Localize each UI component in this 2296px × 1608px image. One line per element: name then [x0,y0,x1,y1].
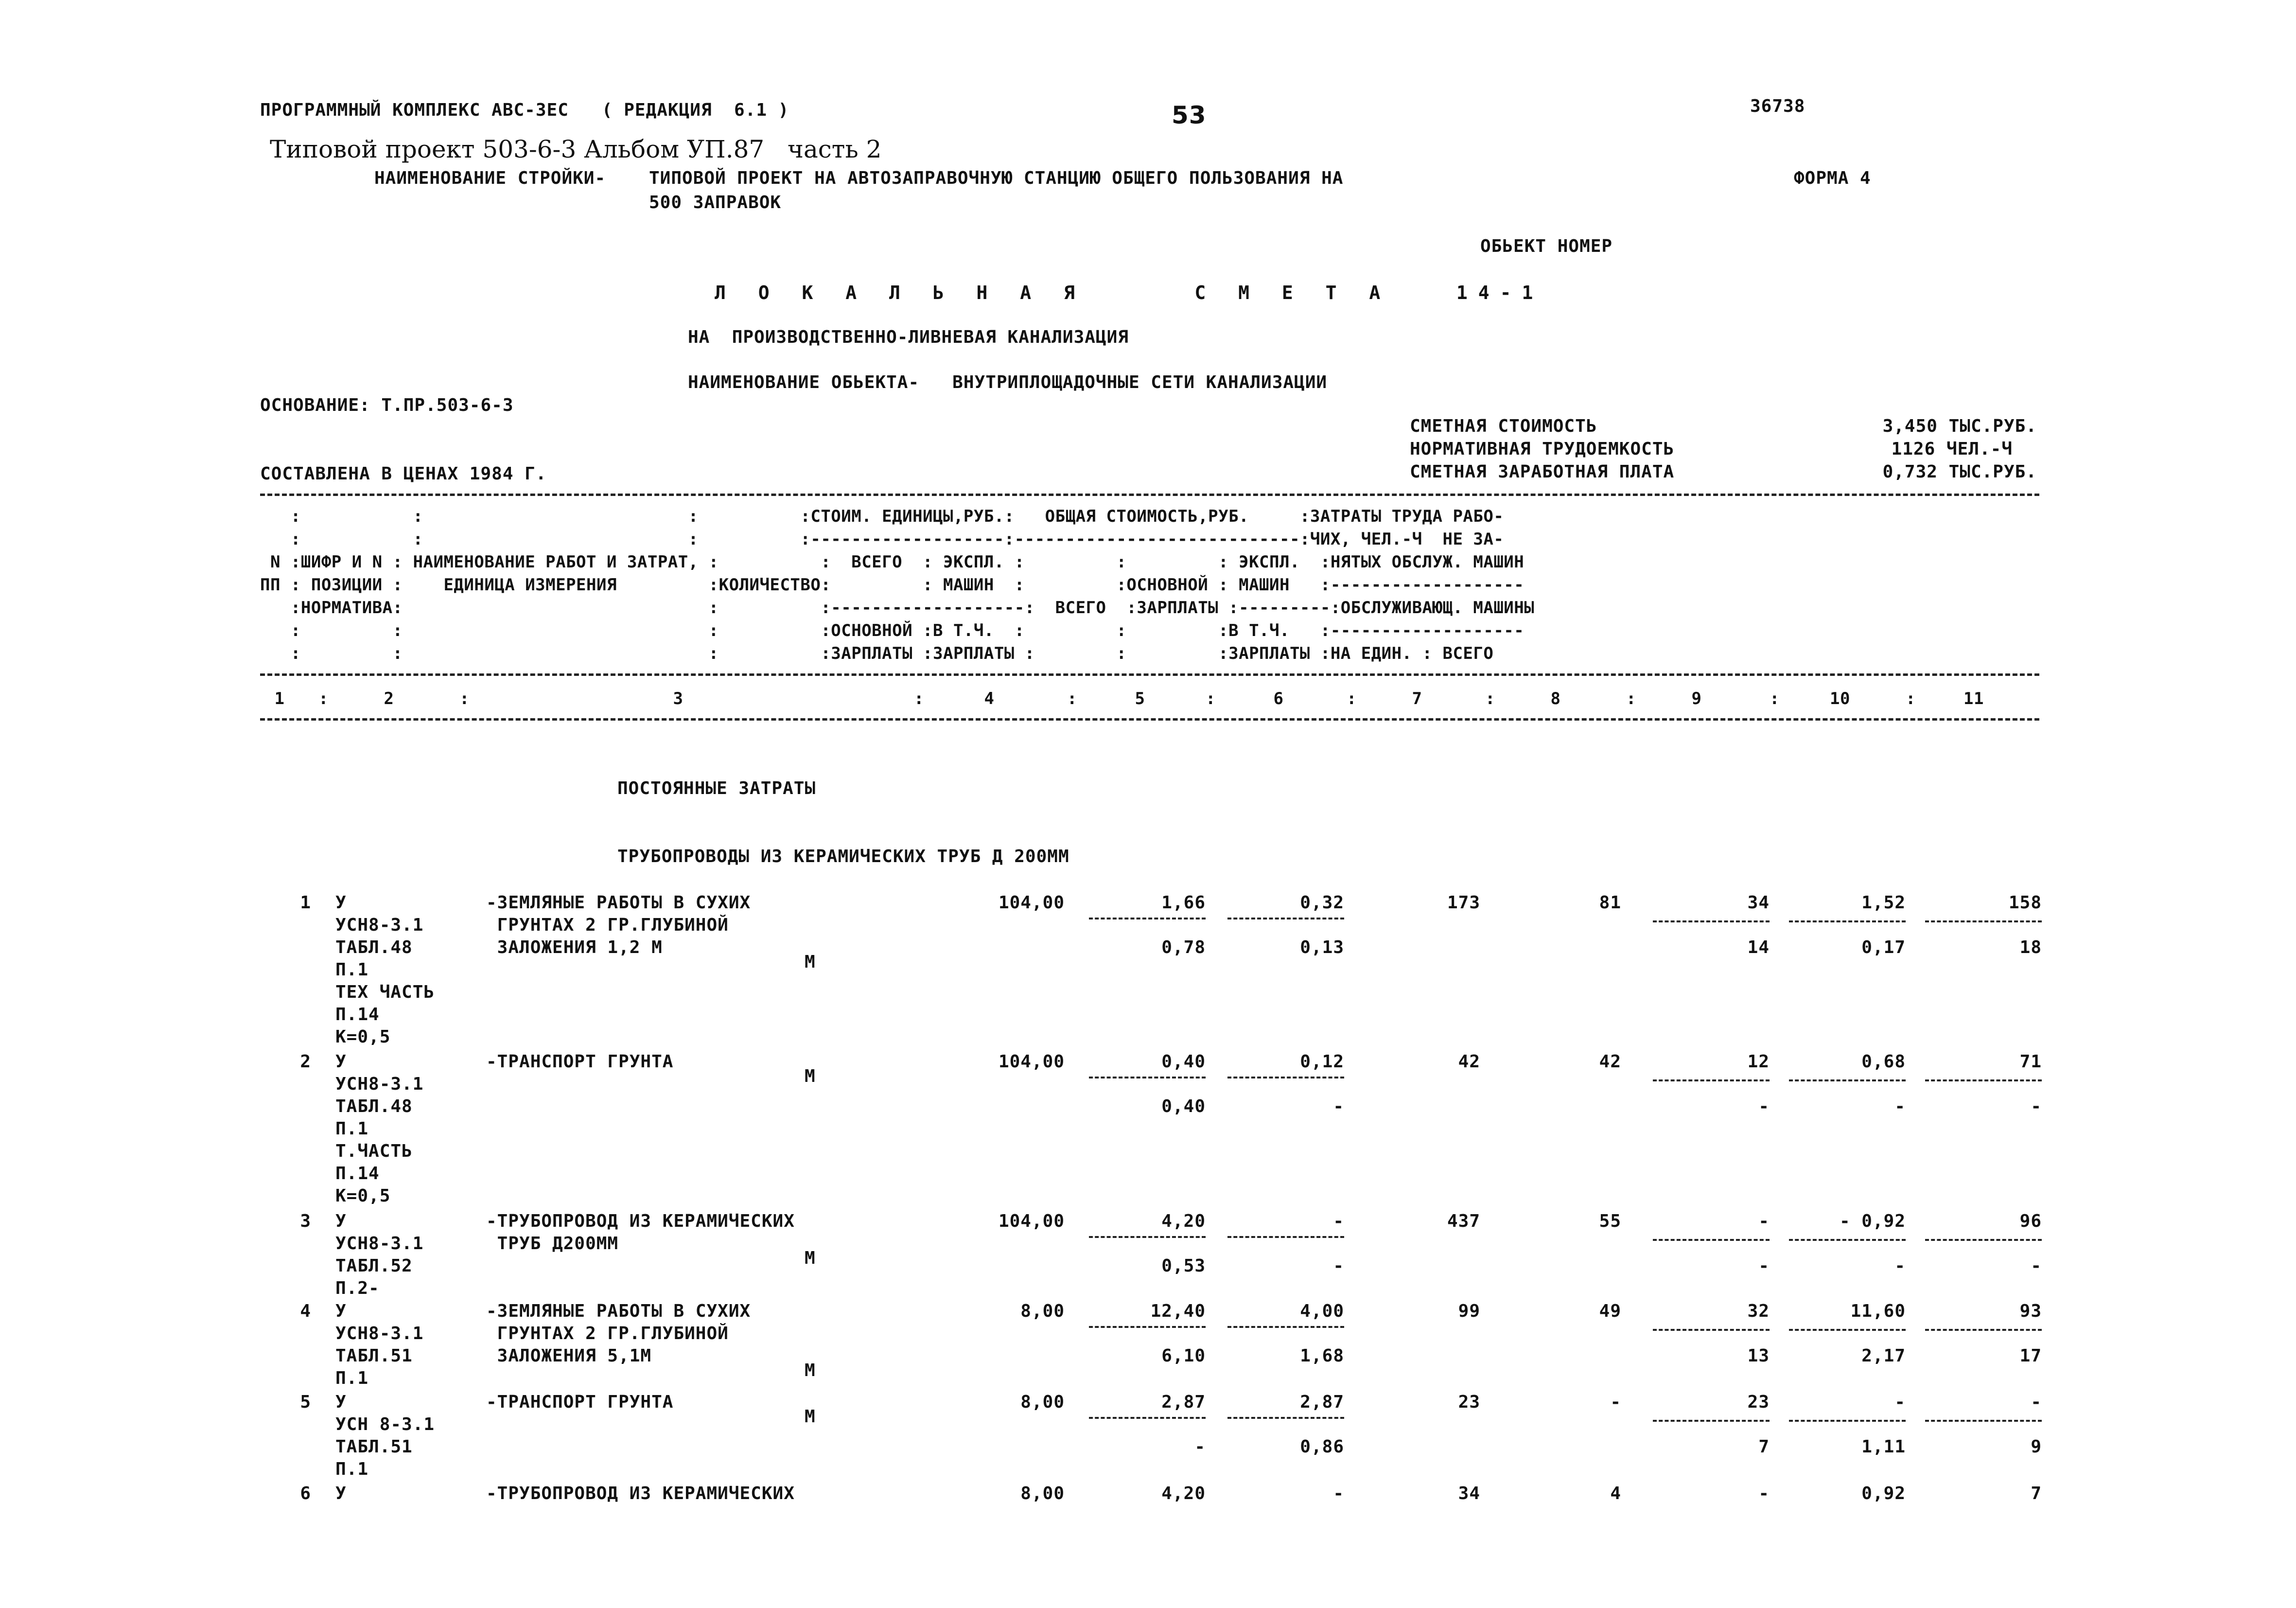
summary-value: 0,732 ТЫС.РУБ. [1882,462,2037,482]
page-number: 53 [1172,101,1207,129]
row-name-line: -ТРАНСПОРТ ГРУНТА [486,1392,674,1412]
row-total-wages: 55 [1599,1211,1621,1231]
row-code-line: П.1 [335,1119,369,1139]
row-code-line: П.2- [335,1278,380,1298]
row-unit-cost-total: 1,66 [1161,893,1206,913]
subtotal-divider [1653,1239,1770,1241]
row-code-line: УСН8-3.1 [335,1234,424,1254]
row-unit: М [805,1407,816,1427]
subtotal-divider [1789,920,1906,922]
table-header-line: N :ШИФР И N : НАИМЕНОВАНИЕ РАБОТ И ЗАТРАТ, : : ВСЕГО : ЭКСПЛ. : : : ЭКСПЛ. :НЯТЫХ ОБСЛУЖ. МАШИН [260,552,1525,572]
row-unit-machine-wages: - [1333,1256,1344,1276]
row-labor-machines-total: 9 [2031,1437,2042,1457]
row-code-line: УСН8-3.1 [335,1324,424,1343]
row-unit-machine-wages: 1,68 [1300,1346,1344,1366]
row-labor-total: 158 [2008,893,2042,913]
column-number: 11 [1963,689,1984,708]
row-total-machines: 12 [1747,1052,1770,1072]
row-number: 1 [300,893,311,913]
row-total-machines: 23 [1747,1392,1770,1412]
row-code-line: К=0,5 [335,1027,391,1047]
table-header-line: :НОРМАТИВА: : :-------------------: ВСЕГО :ЗАРПЛАТЫ :---------:ОБСЛУЖИВАЮЩ. МАШИНЫ [260,598,1535,618]
column-separator: : [1770,689,1780,708]
row-name-line: ГРУНТАХ 2 ГР.ГЛУБИНОЙ [486,1324,729,1343]
row-labor-total: 7 [2031,1484,2042,1503]
row-code-line: УСН8-3.1 [335,1074,424,1094]
row-code-line: У [335,893,347,913]
row-name-line: -ЗЕМЛЯНЫЕ РАБОТЫ В СУХИХ [486,1301,751,1321]
row-total-machine-wages: 13 [1747,1346,1770,1366]
row-total-cost: 23 [1458,1392,1480,1412]
subtotal-divider [1089,1236,1206,1238]
estimate-title: Л О К А Л Ь Н А Я С М Е Т А 14-1 [715,282,1544,303]
subtotal-divider [1925,920,2042,922]
row-labor-per-unit: 0,92 [1861,1484,1906,1503]
subtotal-divider [1089,1417,1206,1419]
row-total-wages: 81 [1599,893,1621,913]
row-total-machines: 34 [1747,893,1770,913]
summary-label: НОРМАТИВНАЯ ТРУДОЕМКОСТЬ [1410,439,1675,459]
column-number: 9 [1691,689,1702,708]
row-total-cost: 42 [1458,1052,1480,1072]
column-separator: : [1347,689,1357,708]
row-unit-cost-total: 4,20 [1161,1211,1206,1231]
row-total-machines: - [1758,1484,1770,1503]
row-code-line: У [335,1392,347,1412]
row-name-line: ГРУНТАХ 2 ГР.ГЛУБИНОЙ [486,915,729,935]
row-code-line: П.1 [335,960,369,980]
row-code-line: ТАБЛ.48 [335,1096,413,1116]
row-name-line: ТРУБ Д200ММ [486,1234,619,1254]
document-number: 36738 [1750,96,1805,116]
row-code-line: У [335,1052,347,1072]
row-total-cost: 99 [1458,1301,1480,1321]
table-header-line: : : : :ЗАРПЛАТЫ :ЗАРПЛАТЫ : : :ЗАРПЛАТЫ :НА ЕДИН. : ВСЕГО [260,644,1494,663]
row-unit-cost-machines: 0,32 [1300,893,1344,913]
summary-label: СМЕТНАЯ СТОИМОСТЬ [1410,416,1597,436]
table-rule [260,718,2039,721]
row-labor-machines-total: 18 [2019,937,2042,957]
row-labor-total: 96 [2019,1211,2042,1231]
subtotal-divider [1089,1077,1206,1078]
subtotal-divider [1653,1420,1770,1422]
construction-name-line2: 500 ЗАПРАВОК [649,193,782,212]
row-total-machines: 32 [1747,1301,1770,1321]
row-code-line: ТАБЛ.52 [335,1256,413,1276]
row-name-line: -ТРУБОПРОВОД ИЗ КЕРАМИЧЕСКИХ [486,1484,795,1503]
row-code-line: ТАБЛ.51 [335,1437,413,1457]
table-header-line: : : : :ОСНОВНОЙ :В Т.Ч. : : :В Т.Ч. :------------------- [260,621,1525,640]
subtotal-divider [1925,1329,2042,1331]
row-total-cost: 173 [1447,893,1480,913]
summary-value: 1126 ЧЕЛ.-Ч [1891,439,2013,459]
row-unit-wages: 0,53 [1161,1256,1206,1276]
subtotal-divider [1227,1077,1344,1078]
column-number: 5 [1135,689,1145,708]
row-name-line: -ТРАНСПОРТ ГРУНТА [486,1052,674,1072]
row-total-machines: - [1758,1211,1770,1231]
section-title: ПОСТОЯННЫЕ ЗАТРАТЫ [617,778,816,798]
row-code-line: П.14 [335,1005,380,1025]
construction-name-line1: ТИПОВОЙ ПРОЕКТ НА АВТОЗАПРАВОЧНУЮ СТАНЦИЮ ОБЩЕГО ПОЛЬЗОВАНИЯ НА [649,168,1344,188]
row-unit-cost-total: 2,87 [1161,1392,1206,1412]
column-separator: : [1626,689,1636,708]
object-number-label: ОБЬЕКТ НОМЕР [1480,236,1613,256]
table-header-line: ПП : ПОЗИЦИИ : ЕДИНИЦА ИЗМЕРЕНИЯ :КОЛИЧЕСТВО: : МАШИН : :ОСНОВНОЙ : МАШИН :------------------- [260,575,1525,595]
row-quantity: 8,00 [1020,1301,1065,1321]
table-rule [260,673,2039,676]
row-labor-machines-total: - [2031,1256,2042,1276]
row-unit: М [805,952,816,972]
row-total-cost: 437 [1447,1211,1480,1231]
row-labor-machines-per-unit: 2,17 [1861,1346,1906,1366]
row-unit-machine-wages: 0,86 [1300,1437,1344,1457]
row-unit-wages: - [1194,1437,1206,1457]
column-number: 6 [1273,689,1284,708]
row-labor-per-unit: 11,60 [1850,1301,1906,1321]
row-total-cost: 34 [1458,1484,1480,1503]
column-separator: : [1485,689,1495,708]
row-unit-cost-machines: 0,12 [1300,1052,1344,1072]
row-labor-total: - [2031,1392,2042,1412]
row-code-line: К=0,5 [335,1186,391,1206]
row-code-line: У [335,1211,347,1231]
row-labor-per-unit: 1,52 [1861,893,1906,913]
estimate-for: НА ПРОИЗВОДСТВЕННО-ЛИВНЕВАЯ КАНАЛИЗАЦИЯ [688,327,1129,347]
row-code-line: П.1 [335,1368,369,1388]
subtotal-divider [1227,918,1344,919]
row-number: 5 [300,1392,311,1412]
subtotal-divider [1089,918,1206,919]
column-number: 1 [274,689,285,708]
row-labor-total: 71 [2019,1052,2042,1072]
subtotal-divider [1789,1420,1906,1422]
row-code-line: УСН8-3.1 [335,915,424,935]
row-number: 4 [300,1301,311,1321]
row-total-machine-wages: 7 [1758,1437,1770,1457]
row-total-wages: - [1610,1392,1621,1412]
column-separator: : [459,689,470,708]
row-labor-machines-total: 17 [2019,1346,2042,1366]
row-labor-per-unit: 0,68 [1861,1052,1906,1072]
subtotal-divider [1653,920,1770,922]
row-name-line: ЗАЛОЖЕНИЯ 5,1М [486,1346,652,1366]
row-labor-per-unit: - 0,92 [1839,1211,1906,1231]
row-code-line: П.14 [335,1164,380,1184]
subtotal-divider [1653,1079,1770,1081]
row-unit-cost-machines: 2,87 [1300,1392,1344,1412]
column-separator: : [1206,689,1216,708]
row-code-line: ТЕХ ЧАСТЬ [335,982,435,1002]
row-code-line: П.1 [335,1459,369,1479]
row-unit-cost-total: 4,20 [1161,1484,1206,1503]
row-code-line: ТАБЛ.51 [335,1346,413,1366]
section-subtitle: ТРУБОПРОВОДЫ ИЗ КЕРАМИЧЕСКИХ ТРУБ Д 200ММ [617,847,1069,866]
row-labor-machines-total: - [2031,1096,2042,1116]
row-quantity: 8,00 [1020,1484,1065,1503]
row-total-machine-wages: - [1758,1256,1770,1276]
subtotal-divider [1227,1326,1344,1328]
row-labor-per-unit: - [1894,1392,1906,1412]
column-number: 2 [384,689,394,708]
row-unit-wages: 6,10 [1161,1346,1206,1366]
row-total-wages: 42 [1599,1052,1621,1072]
subtotal-divider [1789,1329,1906,1331]
column-number: 7 [1412,689,1422,708]
row-unit: М [805,1248,816,1268]
column-separator: : [914,689,924,708]
row-unit: М [805,1066,816,1086]
program-title: ПРОГРАММНЫЙ КОМПЛЕКС АВС-ЗЕС ( РЕДАКЦИЯ 6.1 ) [260,100,789,120]
subtotal-divider [1925,1239,2042,1241]
row-code-line: ТАБЛ.48 [335,937,413,957]
column-separator: : [318,689,329,708]
row-number: 2 [300,1052,311,1072]
row-code-line: УСН 8-3.1 [335,1414,435,1434]
row-quantity: 104,00 [998,893,1065,913]
row-quantity: 104,00 [998,1211,1065,1231]
row-unit-cost-machines: - [1333,1211,1344,1231]
column-number: 4 [984,689,995,708]
table-header-line: : : : :-------------------:----------------------------:ЧИХ, ЧЕЛ.-Ч НЕ ЗА- [260,530,1504,549]
row-code-line: У [335,1484,347,1503]
price-basis: СОСТАВЛЕНА В ЦЕНАХ 1984 Г. [260,464,547,484]
summary-value: 3,450 ТЫС.РУБ. [1882,416,2037,436]
row-labor-machines-per-unit: - [1894,1256,1906,1276]
row-quantity: 104,00 [998,1052,1065,1072]
construction-label: НАИМЕНОВАНИЕ СТРОЙКИ- [374,168,606,188]
project-title: Типовой проект 503-6-3 Альбом УП.87 часть 2 [270,135,882,163]
row-total-machine-wages: - [1758,1096,1770,1116]
row-unit-wages: 0,78 [1161,937,1206,957]
column-number: 3 [673,689,684,708]
row-unit-cost-machines: - [1333,1484,1344,1503]
table-header-line: : : : :СТОИМ. ЕДИНИЦЫ,РУБ.: ОБЩАЯ СТОИМОСТЬ,РУБ. :ЗАТРАТЫ ТРУДА РАБО- [260,507,1504,526]
subtotal-divider [1653,1329,1770,1331]
table-rule [260,494,2039,496]
row-labor-total: 93 [2019,1301,2042,1321]
row-name-line: -ТРУБОПРОВОД ИЗ КЕРАМИЧЕСКИХ [486,1211,795,1231]
subtotal-divider [1227,1417,1344,1419]
subtotal-divider [1789,1239,1906,1241]
row-unit-cost-total: 12,40 [1150,1301,1206,1321]
row-total-machine-wages: 14 [1747,937,1770,957]
column-number: 10 [1830,689,1850,708]
subtotal-divider [1089,1326,1206,1328]
row-number: 6 [300,1484,311,1503]
row-code-line: У [335,1301,347,1321]
basis: ОСНОВАНИЕ: Т.ПР.503-6-3 [260,395,514,415]
summary-label: СМЕТНАЯ ЗАРАБОТНАЯ ПЛАТА [1410,462,1675,482]
form-label: ФОРМА 4 [1794,168,1871,188]
subtotal-divider [1227,1236,1344,1238]
row-total-wages: 4 [1610,1484,1621,1503]
row-name-line: ЗАЛОЖЕНИЯ 1,2 М [486,937,663,957]
column-separator: : [1906,689,1916,708]
row-number: 3 [300,1211,311,1231]
row-quantity: 8,00 [1020,1392,1065,1412]
row-unit-wages: 0,40 [1161,1096,1206,1116]
row-labor-machines-per-unit: 1,11 [1861,1437,1906,1457]
object-name: НАИМЕНОВАНИЕ ОБЬЕКТА- ВНУТРИПЛОЩАДОЧНЫЕ СЕТИ КАНАЛИЗАЦИИ [688,372,1328,392]
row-labor-machines-per-unit: - [1894,1096,1906,1116]
row-unit-machine-wages: 0,13 [1300,937,1344,957]
row-labor-machines-per-unit: 0,17 [1861,937,1906,957]
row-unit-machine-wages: - [1333,1096,1344,1116]
subtotal-divider [1925,1420,2042,1422]
subtotal-divider [1925,1079,2042,1081]
column-number: 8 [1550,689,1561,708]
row-unit: М [805,1361,816,1380]
row-code-line: Т.ЧАСТЬ [335,1141,413,1161]
column-separator: : [1067,689,1077,708]
row-unit-cost-machines: 4,00 [1300,1301,1344,1321]
subtotal-divider [1789,1079,1906,1081]
row-unit-cost-total: 0,40 [1161,1052,1206,1072]
row-name-line: -ЗЕМЛЯНЫЕ РАБОТЫ В СУХИХ [486,893,751,913]
row-total-wages: 49 [1599,1301,1621,1321]
